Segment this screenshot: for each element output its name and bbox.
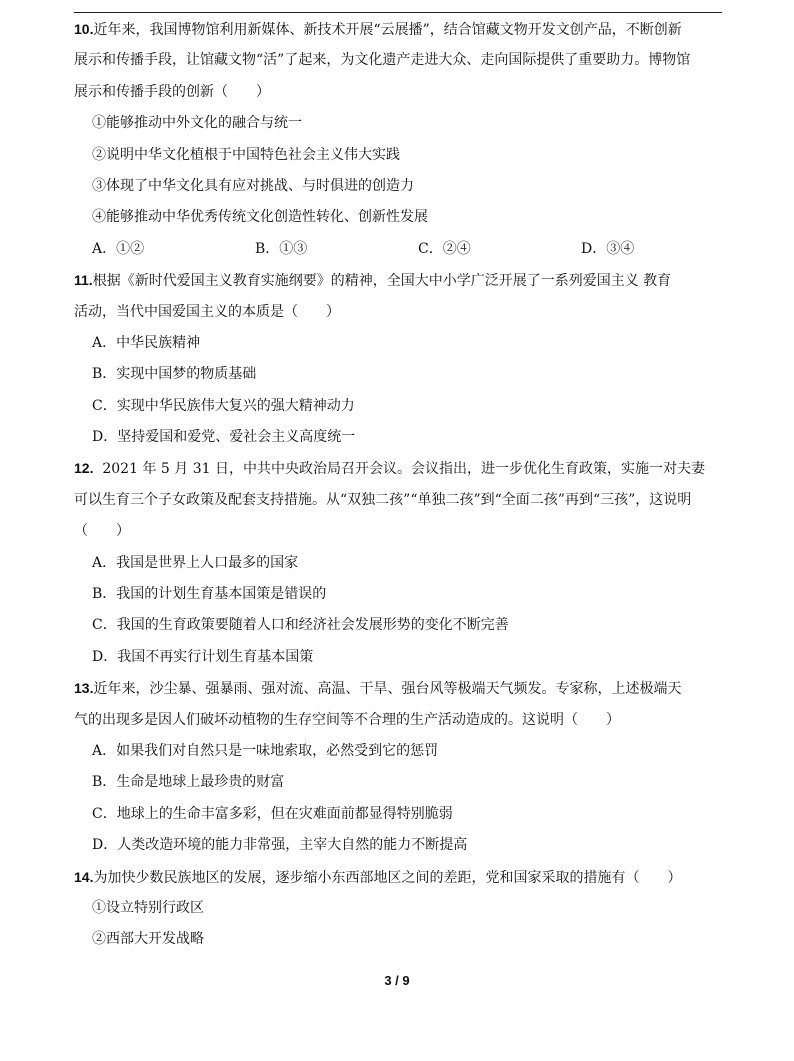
question-12 — [74, 453, 722, 673]
question-stem-line — [74, 265, 722, 296]
question-stem-text: 为加快少数民族地区的发展，逐步缩小东西部地区之间的差距，党和国家采取的措施有（ ） — [93, 869, 682, 886]
answer-options-row — [74, 234, 722, 265]
statement-item: ②西部大开发战略 — [92, 931, 204, 948]
statement-item: ②说明中华文化植根于中国特色社会主义伟大实践 — [92, 146, 400, 163]
answer-option-c: C．地球上的生命丰富多彩，但在灾难面前都显得特别脆弱 — [92, 805, 453, 822]
question-number: 12. — [74, 460, 94, 477]
question-stem-text: 2021 年 5 月 31 日，中共中央政治局召开会议。会议指出，进一步优化生育政策，实施一对夫妻 — [93, 461, 705, 478]
answer-option-d: D．我国不再实行计划生育基本国策 — [92, 648, 314, 665]
question-13 — [74, 673, 722, 861]
question-stem-line: 展示和传播手段的创新（ ） — [74, 83, 270, 100]
question-stem-line — [74, 862, 722, 893]
question-stem-line — [74, 453, 722, 484]
answer-option-a: A．如果我们对自然只是一味地索取，必然受到它的惩罚 — [92, 742, 439, 759]
question-stem-text: 根据《新时代爱国主义教育实施纲要》的精神，全国大中小学广泛开展了一系列爱国主义 教育 — [92, 273, 672, 290]
answer-option-a: A．①② — [92, 240, 145, 257]
answer-option-d: D．③④ — [581, 240, 635, 257]
statement-item: ④能够推动中华优秀传统文化创造性转化、创新性发展 — [92, 209, 428, 226]
answer-option-a: A．中华民族精神 — [92, 334, 201, 351]
question-stem-line: 展示和传播手段，让馆藏文物“活”了起来，为文化遗产走进大众、走向国际提供了重要助力。博物馆 — [74, 52, 691, 69]
answer-option-b: B．实现中国梦的物质基础 — [92, 366, 257, 383]
question-stem-line — [74, 673, 722, 704]
question-stem-line: （ ） — [74, 523, 130, 540]
question-number: 13. — [74, 680, 94, 697]
answer-option-d: D．人类改造环境的能力非常强，主宰大自然的能力不断提高 — [92, 837, 468, 854]
question-14 — [74, 862, 722, 956]
answer-option-c: C．②④ — [418, 240, 471, 257]
question-11 — [74, 265, 722, 453]
statement-item: ①能够推动中外文化的融合与统一 — [92, 115, 302, 132]
question-stem-line — [74, 14, 722, 45]
question-stem-line: 可以生育三个子女政策及配套支持措施。从“双独二孩”“单独二孩”到“全面二孩”再到“三孩”，这说明 — [74, 491, 692, 508]
answer-option-c: C．实现中华民族伟大复兴的强大精神动力 — [92, 397, 355, 414]
question-stem-text: 近年来，我国博物馆利用新媒体、新技术开展“云展播”，结合馆藏文物开发文创产品，不断创新 — [93, 22, 682, 38]
top-rule — [74, 12, 722, 13]
question-number: 14. — [74, 868, 94, 885]
question-number: 11. — [74, 272, 93, 289]
question-stem-line: 活动，当代中国爱国主义的本质是（ ） — [74, 303, 340, 320]
answer-option-b: B．我国的计划生育基本国策是错误的 — [92, 586, 327, 603]
answer-option-b: B．生命是地球上最珍贵的财富 — [92, 774, 285, 791]
page-indicator: 3 / 9 — [384, 973, 410, 988]
answer-option-c: C．我国的生育政策要随着人口和经济社会发展形势的变化不断完善 — [92, 617, 509, 634]
question-10 — [74, 14, 722, 265]
question-number: 10. — [74, 21, 94, 37]
statement-item: ③体现了中华文化具有应对挑战、与时俱进的创造力 — [92, 177, 414, 194]
question-stem-line: 气的出现多是因人们破坏动植物的生存空间等不合理的生产活动造成的。这说明（ ） — [74, 711, 620, 728]
question-stem-text: 近年来，沙尘暴、强暴雨、强对流、高温、干旱、强台风等极端天气频发。专家称，上述极端天 — [93, 681, 682, 698]
exam-page-content — [74, 14, 722, 956]
statement-item: ①设立特别行政区 — [92, 899, 204, 916]
answer-option-b: B．①③ — [255, 240, 308, 257]
answer-option-a: A．我国是世界上人口最多的国家 — [92, 554, 299, 571]
answer-option-d: D．坚持爱国和爱党、爱社会主义高度统一 — [92, 429, 356, 446]
